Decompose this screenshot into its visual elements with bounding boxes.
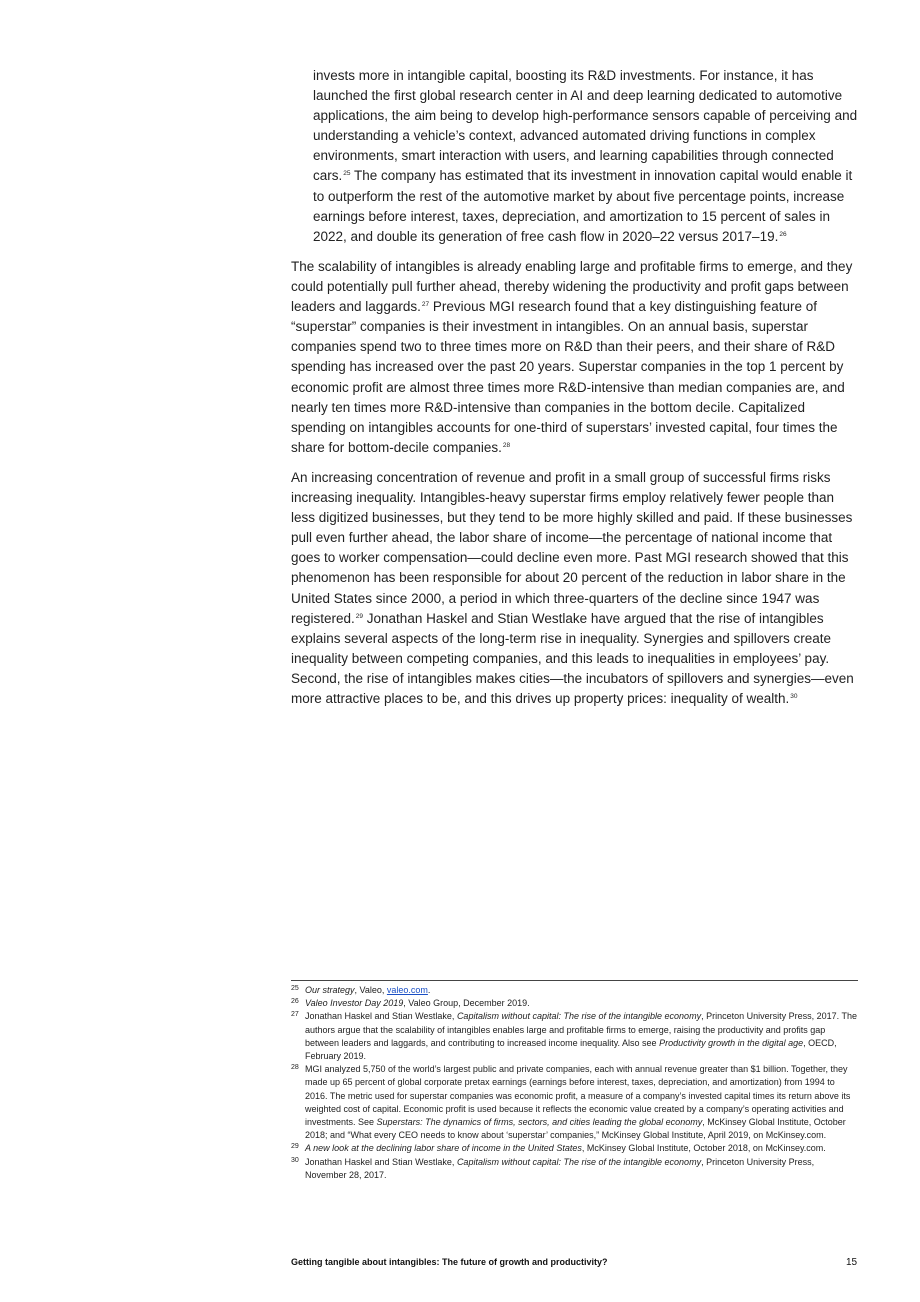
paragraph-text: invests more in intangible capital, boosting its R&D investments. For instance, it has launched the first global research center in AI and deep learning dedicated to automotive applications, the aim being to develop high-performance sensors capable of perceiving and understanding a vehicle’s context, advanced automated driving functions in complex environments, smart interaction with users, and learning capabilities through connected cars. [313, 68, 858, 184]
footnote-title: Capitalism without capital: The rise of the intangible economy [456, 1156, 702, 1167]
footer-title: Getting tangible about intangibles: The future of growth and productivity? [291, 1257, 608, 1267]
footnote-number: 30 [291, 1156, 299, 1164]
page-number: 15 [846, 1257, 858, 1268]
footnote-title: Capitalism without capital: The rise of the intangible economy [456, 1011, 702, 1022]
footnotes-section [291, 984, 858, 1182]
footnote-30 [291, 1156, 858, 1182]
footnote-text: Jonathan Haskel and Stian Westlake, [305, 1156, 457, 1167]
footnote-ref-27[interactable]: 27 [421, 301, 430, 309]
body-paragraph-2 [291, 257, 861, 458]
footnote-28 [291, 1063, 858, 1142]
footnote-title: Superstars: The dynamics of firms, sectors, and cities leading the global economy [376, 1117, 703, 1128]
footnote-number: 25 [291, 985, 299, 992]
footnote-number: 28 [291, 1064, 299, 1072]
footnote-ref-26[interactable]: 26 [779, 230, 787, 238]
body-paragraph-1 [313, 66, 861, 247]
paragraph-text: The scalability of intangibles is already enabling large and profitable firms to emerge, and they could potentially pull further ahead, thereby widening the productivity and profit gaps between leaders and laggards. [291, 259, 853, 315]
footnote-title: Valeo Investor Day 2019 [305, 998, 404, 1009]
footnote-text: , OECD, February 2019. [305, 1037, 837, 1062]
footnote-text: , McKinsey Global Institute, October 2018; and “What every CEO needs to know about ‘superstar’ companies,” McKinsey Global Institute, April 2019, on McKinsey.com. [305, 1117, 846, 1141]
footnote-25 [291, 984, 858, 997]
footnote-title: Our strategy [305, 985, 355, 995]
footnote-text: , Valeo, [354, 985, 387, 995]
paragraph-text: Previous MGI research found that a key distinguishing feature of “superstar” companies is their investment in intangibles. On an annual basis, superstar companies spend two to three times more on R&D than their peers, and their share of R&D spending has increased over the past 20 years. Superstar companies in the top 1 percent by economic profit are almost three times more R&D-intensive than median companies are, and nearly ten times more R&D-intensive than companies in the bottom decile. Capitalized spending on intangibles accounts for one-third of superstars’ invested capital, four times the share for bottom-decile companies. [291, 299, 845, 455]
footnote-title: A new look at the declining labor share of income in the United States [305, 1143, 582, 1154]
footnote-text: , Princeton University Press, 2017. The authors argue that the scalability of intangibles enables large and profitable firms to emerge, raising the productivity and profits gap between leaders and laggards, and contributing to increased income inequality. Also see [305, 1011, 857, 1048]
paragraph-text: The company has estimated that its investment in innovation capital would enable it to outperform the rest of the automotive market by about five percentage points, increase earnings before interest, taxes, depreciation, and amortization to 15 percent of sales in 2022, and double its generation of free cash flow in 2020–22 versus 2017–19. [313, 168, 853, 244]
footnote-ref-30[interactable]: 30 [790, 693, 798, 701]
footnote-text: . [427, 985, 431, 995]
footnote-text: , McKinsey Global Institute, October 2018, on McKinsey.com. [581, 1143, 826, 1154]
footnote-text: Jonathan Haskel and Stian Westlake, [305, 1011, 457, 1022]
footnote-number: 26 [291, 998, 299, 1006]
footnote-27 [291, 1010, 858, 1063]
footnote-divider [291, 980, 858, 981]
footnote-ref-25[interactable]: 25 [343, 170, 351, 178]
footnote-title: Productivity growth in the digital age [659, 1037, 804, 1048]
footnote-number: 27 [291, 1011, 299, 1019]
body-paragraph-3 [291, 468, 861, 709]
paragraph-text: Jonathan Haskel and Stian Westlake have argued that the rise of intangibles explains several aspects of the long-term rise in inequality. Synergies and spillovers create inequality between competing companies, and this leads to inequalities in employees’ pay. Second, the rise of intangibles makes cities—the incubators of spillovers and synergies—even more attractive places to be, and this drives up property prices: inequality of wealth. [291, 610, 854, 707]
footnote-26 [291, 997, 858, 1010]
paragraph-text: An increasing concentration of revenue and profit in a small group of successful firms risks increasing inequality. Intangibles-heavy superstar firms employ relatively fewer people than less digitized businesses, but they tend to be more highly skilled and paid. If these businesses pull even further ahead, the labor share of income—the percentage of national income that goes to worker compensation—could decline even more. Past MGI research showed that this phenomenon has been responsible for about 20 percent of the reduction in labor share in the United States since 2000, a period in which three-quarters of the decline since 1947 was registered. [291, 470, 853, 626]
footnote-number: 29 [291, 1143, 299, 1151]
valeo-link[interactable]: valeo.com [386, 985, 428, 995]
footnote-ref-28[interactable]: 28 [502, 441, 511, 449]
footnote-29 [291, 1142, 858, 1155]
footnote-text: MGI analyzed 5,750 of the world’s largest public and private companies, each with annual revenue greater than $1 billion. Together, they made up 65 percent of global corporate pretax earnings (earnings before interest, taxes, depreciation, and amortization) from 1994 to 2016. The metric used for superstar companies was economic profit, a measure of a company’s invested capital times its return above its weighted cost of capital. Economic profit is used because it reflects the economic value created by a company’s operating activities and investments. See [305, 1064, 851, 1128]
footnote-text: , Valeo Group, December 2019. [403, 998, 530, 1009]
footnote-text: , Princeton University Press, November 28, 2017. [305, 1156, 815, 1180]
footnote-ref-29[interactable]: 29 [355, 612, 364, 620]
